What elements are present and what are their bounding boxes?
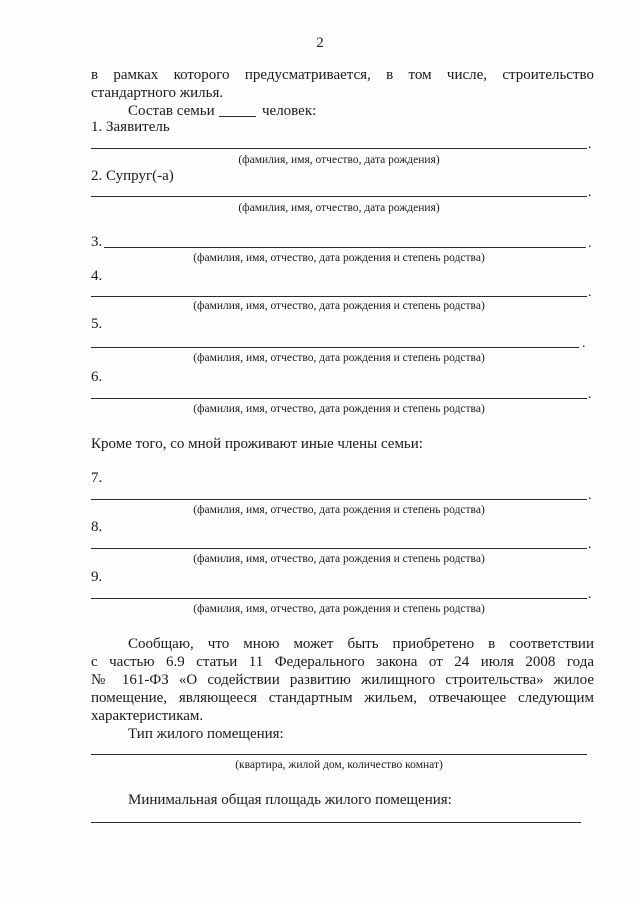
also-living-heading: Кроме того, со мной проживают иные члены семьи: bbox=[91, 436, 423, 452]
item-7-label: 7. bbox=[91, 470, 103, 486]
family-size-prefix: Состав семьи bbox=[128, 103, 215, 119]
min-area-line bbox=[91, 822, 581, 823]
item-applicant-line bbox=[91, 148, 587, 149]
statement-line-5: характеристикам. bbox=[91, 708, 204, 724]
item-4-label: 4. bbox=[91, 268, 103, 284]
item-5-label: 5. bbox=[91, 316, 103, 332]
statement-line-4: помещение, являющееся стандартным жильем, отвечающее следующим bbox=[91, 690, 594, 706]
item-9-line bbox=[91, 598, 587, 599]
item-7-line bbox=[91, 499, 587, 500]
intro-line-1: в рамках которого предусматривается, в том числе, строительство bbox=[91, 67, 594, 83]
line-end-dot: . bbox=[588, 387, 592, 402]
item-applicant-label: 1. Заявитель bbox=[91, 119, 170, 135]
family-size-blank bbox=[219, 116, 256, 117]
item-8-caption: (фамилия, имя, отчество, дата рождения и степень родства) bbox=[193, 553, 485, 565]
dwelling-type-line bbox=[91, 754, 587, 755]
statement-line-3: № 161-ФЗ «О содействии развитию жилищного строительства» жилое bbox=[91, 672, 594, 688]
line-end-dot: . bbox=[588, 236, 592, 251]
item-7-caption: (фамилия, имя, отчество, дата рождения и степень родства) bbox=[193, 504, 485, 516]
item-9-label: 9. bbox=[91, 569, 103, 585]
item-3-label: 3. bbox=[91, 234, 103, 250]
family-size-suffix: человек: bbox=[262, 103, 317, 119]
item-4-line bbox=[91, 296, 587, 297]
line-end-dot: . bbox=[588, 285, 592, 300]
dwelling-type-caption: (квартира, жилой дом, количество комнат) bbox=[235, 759, 443, 771]
item-8-line bbox=[91, 548, 587, 549]
item-3-line bbox=[104, 247, 586, 248]
item-6-line bbox=[91, 398, 587, 399]
dwelling-type-label: Тип жилого помещения: bbox=[128, 726, 284, 742]
intro-line-2: стандартного жилья. bbox=[91, 85, 224, 101]
statement-line-2: с частью 6.9 статьи 11 Федерального закона от 24 июля 2008 года bbox=[91, 654, 594, 670]
item-applicant-caption: (фамилия, имя, отчество, дата рождения) bbox=[238, 154, 440, 166]
statement-line-1: Сообщаю, что мною может быть приобретено в соответствии bbox=[128, 636, 594, 652]
item-6-label: 6. bbox=[91, 369, 103, 385]
line-end-dot: . bbox=[588, 185, 592, 200]
item-spouse-caption: (фамилия, имя, отчество, дата рождения) bbox=[238, 202, 440, 214]
item-8-label: 8. bbox=[91, 519, 103, 535]
item-5-caption: (фамилия, имя, отчество, дата рождения и степень родства) bbox=[193, 352, 485, 364]
item-9-caption: (фамилия, имя, отчество, дата рождения и степень родства) bbox=[193, 603, 485, 615]
item-4-caption: (фамилия, имя, отчество, дата рождения и степень родства) bbox=[193, 300, 485, 312]
min-area-label: Минимальная общая площадь жилого помещения: bbox=[128, 792, 452, 808]
line-end-dot: . bbox=[588, 587, 592, 602]
line-end-dot: . bbox=[588, 537, 592, 552]
line-end-dot: . bbox=[588, 137, 592, 152]
line-end-dot: . bbox=[582, 336, 586, 351]
page-number: 2 bbox=[316, 35, 324, 51]
item-6-caption: (фамилия, имя, отчество, дата рождения и степень родства) bbox=[193, 403, 485, 415]
item-spouse-label: 2. Супруг(-а) bbox=[91, 168, 174, 184]
line-end-dot: . bbox=[588, 488, 592, 503]
item-3-caption: (фамилия, имя, отчество, дата рождения и степень родства) bbox=[193, 252, 485, 264]
item-spouse-line bbox=[91, 196, 587, 197]
item-5-line bbox=[91, 347, 579, 348]
